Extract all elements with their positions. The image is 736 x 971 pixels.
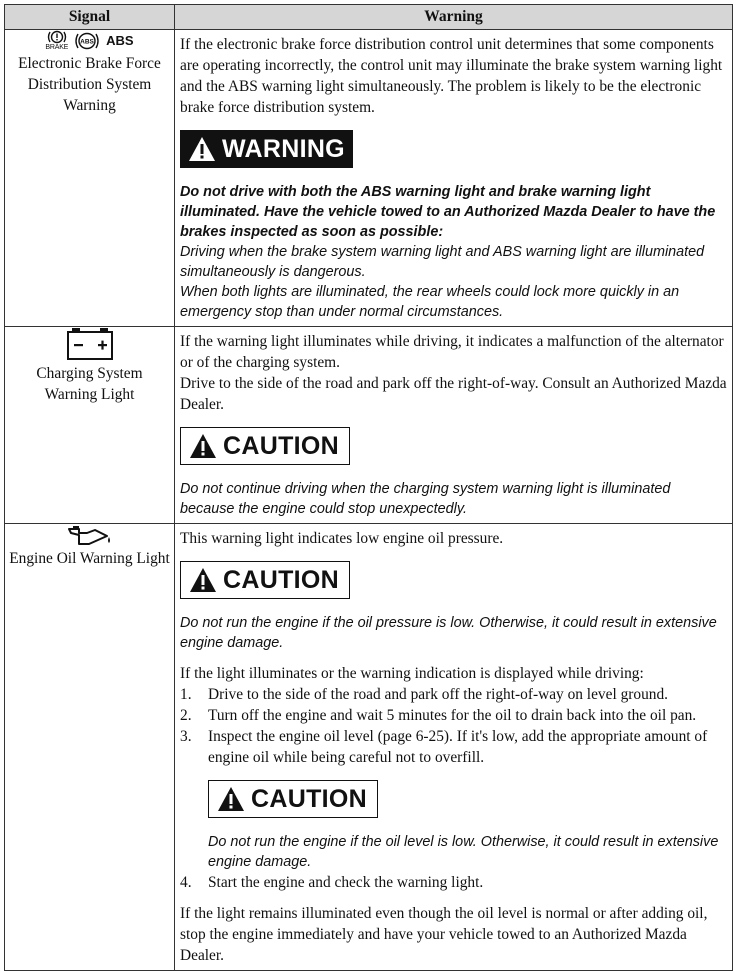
battery-icon — [66, 327, 114, 361]
warning-badge — [180, 130, 353, 168]
step-text: Start the engine and check the warning light. — [208, 874, 484, 891]
table-row — [5, 327, 733, 524]
signal-cell-charging — [5, 327, 175, 524]
step-number: 4. — [180, 874, 192, 891]
header-warning: Warning — [175, 5, 733, 30]
ebd-icons — [9, 30, 170, 51]
oil-outro: If the light remains illuminated even though the oil level is normal or after adding oil, stop the engine immediately and have your vehicle towed to an Authorized Mazda Dealer. — [180, 905, 708, 964]
table-header-row — [5, 5, 733, 30]
caution-badge — [180, 427, 350, 465]
step-number: 3. — [180, 728, 192, 745]
table-row — [5, 524, 733, 971]
ebd-intro: If the electronic brake force distribution control unit determines that some components are operating incorrectly, the control unit may illuminate the brake system warning light and the ABS warning light simultaneously. The problem is likely to be the electronic brake force distribution system. — [180, 36, 723, 116]
brake-warning-icon — [45, 30, 68, 51]
oil-can-icon — [67, 524, 113, 546]
table-row — [5, 30, 733, 327]
brake-icon-label: BRAKE — [45, 44, 69, 51]
inner-caution-block — [180, 768, 728, 872]
signal-name: Electronic Brake Force Distribution System Warning — [18, 55, 161, 114]
warning-badge-label: WARNING — [222, 135, 345, 163]
caution-badge — [208, 780, 378, 818]
abs-circle-label: ABS — [80, 38, 95, 45]
caution-badge-label: CAUTION — [223, 432, 339, 460]
signal-cell-oil — [5, 524, 175, 971]
list-item — [180, 872, 728, 893]
warning-lights-table — [4, 4, 733, 971]
ebd-italic-2: When both lights are illuminated, the rear wheels could lock more quickly in an emergency stop than under normal circumstances. — [180, 284, 680, 320]
warning-cell-oil — [175, 524, 733, 971]
caution-triangle-icon — [189, 567, 217, 593]
list-item — [180, 684, 728, 705]
charging-caution-text: Do not continue driving when the charging system warning light is illuminated because the engine could stop unexpectedly. — [180, 481, 671, 517]
oil-caution-text: Do not run the engine if the oil pressure is low. Otherwise, it could result in extensive engine damage. — [180, 615, 717, 651]
charging-icons — [9, 327, 170, 361]
list-item — [180, 726, 728, 768]
header-signal: Signal — [5, 5, 175, 30]
step-text: Drive to the side of the road and park off the right-of-way on level ground. — [208, 686, 669, 703]
abs-circle-icon — [73, 31, 101, 51]
caution-badge-label: CAUTION — [251, 785, 367, 813]
step-number: 1. — [180, 686, 192, 703]
warning-triangle-icon — [188, 136, 216, 162]
oil-inner-caution-text: Do not run the engine if the oil level is low. Otherwise, it could result in extensive engine damage. — [208, 834, 719, 870]
charging-intro-2: Drive to the side of the road and park off the right-of-way. Consult an Authorized Mazda Dealer. — [180, 375, 727, 413]
caution-badge — [180, 561, 350, 599]
charging-intro-1: If the warning light illuminates while driving, it indicates a malfunction of the alternator or of the charging system. — [180, 333, 724, 371]
caution-triangle-icon — [217, 786, 245, 812]
signal-name: Charging System Warning Light — [36, 365, 143, 403]
step-number: 2. — [180, 707, 192, 724]
ebd-bold-warning: Do not drive with both the ABS warning light and brake warning light illuminated. Have the vehicle towed to an Authorized Mazda Dealer to have the brakes inspected as soon as possible: — [180, 184, 716, 240]
signal-name: Engine Oil Warning Light — [9, 550, 170, 567]
abs-text-icon: ABS — [106, 33, 134, 48]
signal-cell-ebd — [5, 30, 175, 327]
caution-badge-label: CAUTION — [223, 566, 339, 594]
step-text: Inspect the engine oil level (page 6-25). If it's low, add the appropriate amount of engine oil while being careful not to overfill. — [208, 728, 708, 766]
warning-cell-ebd — [175, 30, 733, 327]
oil-steps-list-cont — [180, 872, 728, 893]
oil-intro: This warning light indicates low engine oil pressure. — [180, 530, 504, 547]
oil-steps-intro: If the light illuminates or the warning indication is displayed while driving: — [180, 665, 644, 682]
oil-icons — [9, 524, 170, 546]
step-text: Turn off the engine and wait 5 minutes for the oil to drain back into the oil pan. — [208, 707, 697, 724]
oil-steps-list — [180, 684, 728, 768]
warning-cell-charging — [175, 327, 733, 524]
caution-triangle-icon — [189, 433, 217, 459]
ebd-italic-1: Driving when the brake system warning light and ABS warning light are illuminated simultaneously is dangerous. — [180, 244, 705, 280]
list-item — [180, 705, 728, 726]
